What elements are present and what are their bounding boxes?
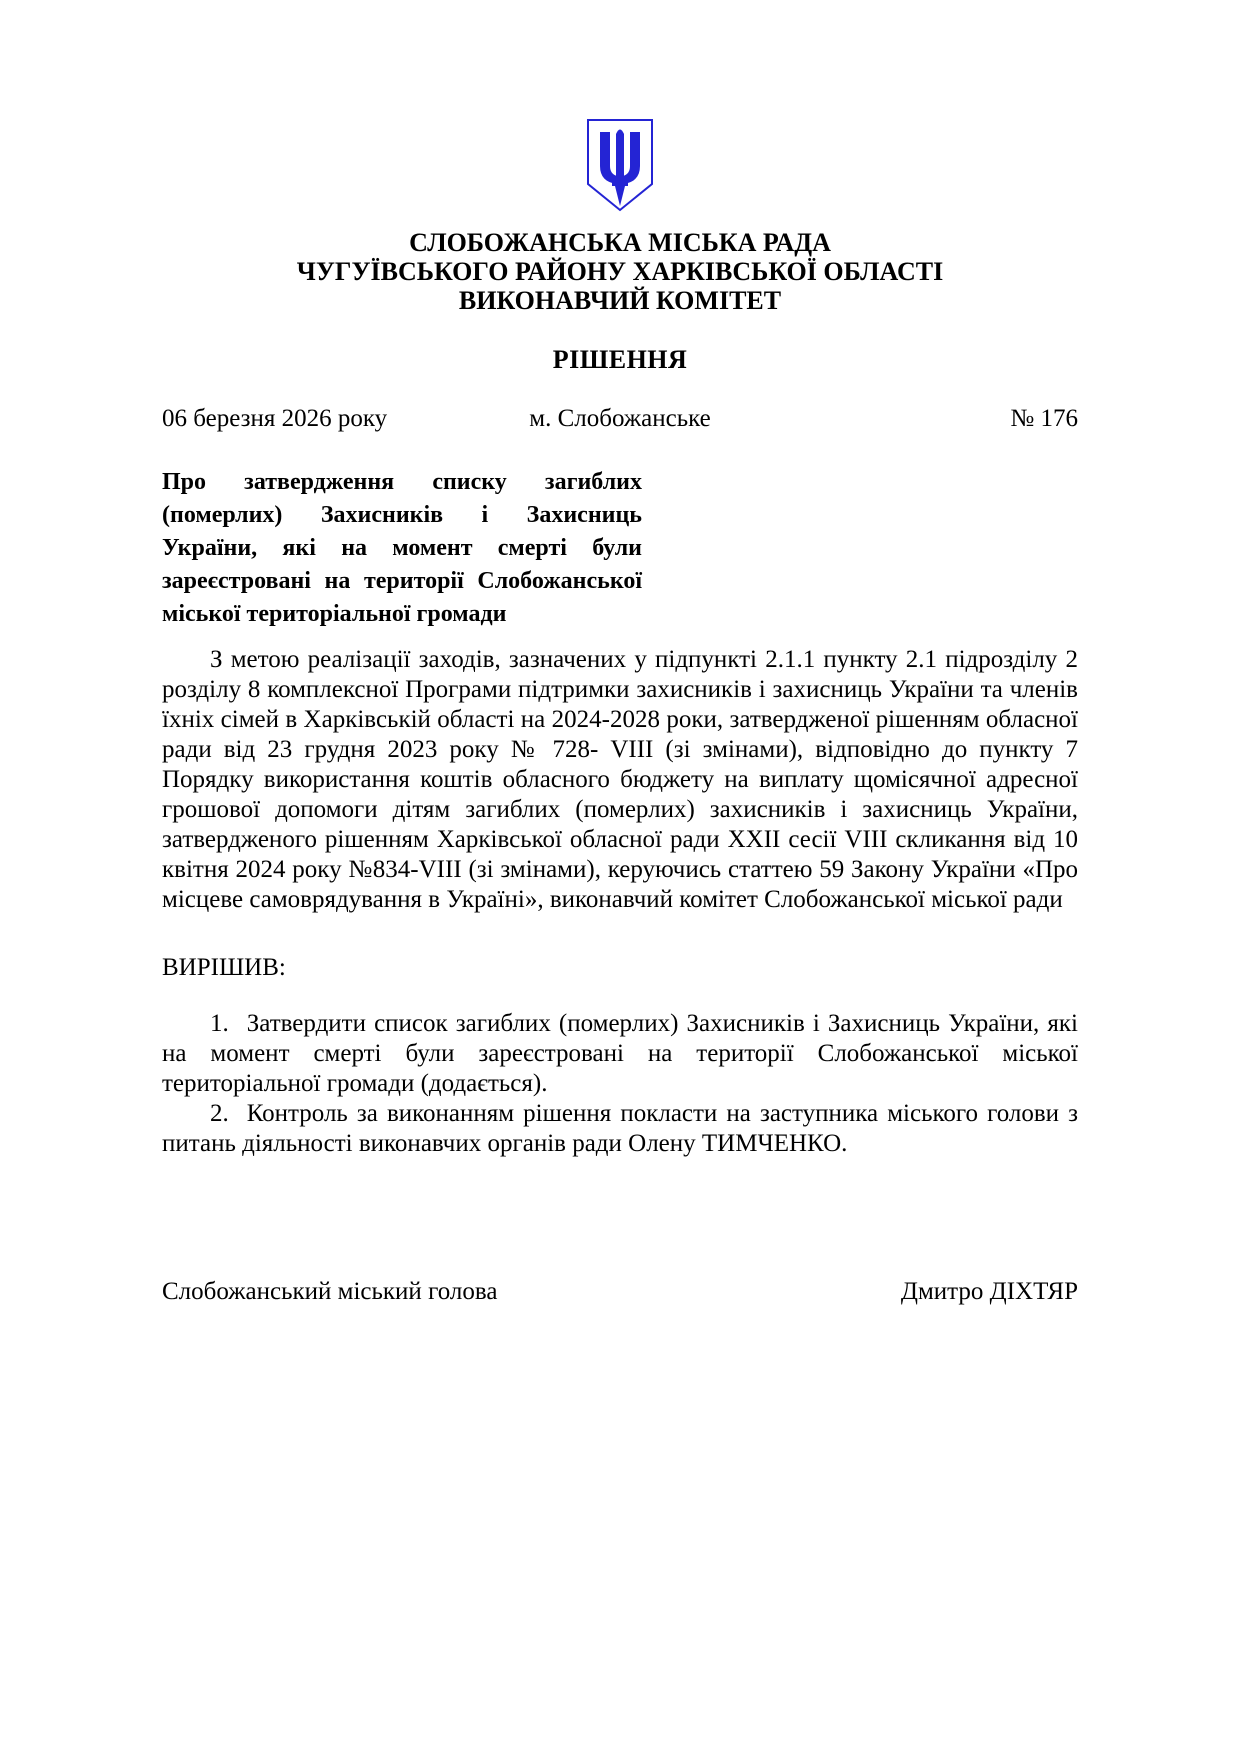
document-meta-row (162, 404, 1078, 434)
organization-header (162, 228, 1078, 315)
signature-row (162, 1277, 1078, 1307)
document-type-title: РІШЕННЯ (552, 345, 688, 374)
document-subject: Про затвердження списку загиблих (померлих) Захисників і Захисниць України, які на момент смерті були зареєстровані на території Слобожанської міської територіальної громади (162, 469, 642, 627)
item-2-text: Контроль за виконанням рішення покласти на заступника міського голови з питань діяльності виконавчих органів ради Олену ТИМЧЕНКО. (162, 1100, 1078, 1157)
org-name-line1: СЛОБОЖАНСЬКА МІСЬКА РАДА (409, 228, 831, 257)
emblem-container (0, 0, 1240, 212)
ukraine-trident-emblem-icon (586, 118, 654, 212)
org-name-line3: ВИКОНАВЧИЙ КОМІТЕТ (458, 286, 782, 315)
item-2-number: 2. (210, 1100, 229, 1127)
signer-title: Слобожанський міський голова (162, 1278, 498, 1305)
item-1-text: Затвердити список загиблих (померлих) Захисників і Захисниць України, які на момент смерті були зареєстровані на території Слобожанської міської територіальної громади (додається). (162, 1010, 1078, 1097)
document-number: № 176 (1010, 405, 1078, 432)
org-name-line2: ЧУГУЇВСЬКОГО РАЙОНУ ХАРКІВСЬКОЇ ОБЛАСТІ (296, 257, 944, 286)
resolved-label: ВИРІШИВ: (162, 954, 286, 981)
document-place: м. Слобожанське (529, 405, 711, 432)
document-date: 06 березня 2026 року (162, 405, 388, 432)
preamble-paragraph: З метою реалізації заходів, зазначених у підпункті 2.1.1 пункту 2.1 підрозділу 2 розділу 8 комплексної Програми підтримки захисників і захисниць України та членів їхніх сімей в Харківській області на 2024-2028 роки, затвердженої рішенням обласної ради від 23 грудня 2023 року № 728- VIII (зі змінами), відповідно до пункту 7 Порядку використання коштів обласного бюджету на виплату щомісячної адресної грошової допомоги дітям загиблих (померлих) захисників і захисниць України, затвердженого рішенням Харківської обласної ради XXII сесії VIII скликання від 10 квітня 2024 року №834-VIII (зі змінами), керуючись статтею 59 Закону України «Про місцеве самоврядування в Україні», виконавчий комітет Слобожанської міської ради (162, 646, 1078, 913)
resolution-item-2 (162, 1099, 1078, 1159)
item-1-number: 1. (210, 1010, 229, 1037)
signer-name: Дмитро ДІХТЯР (900, 1278, 1078, 1305)
resolution-items (162, 1009, 1078, 1159)
resolution-item-1 (162, 1009, 1078, 1099)
